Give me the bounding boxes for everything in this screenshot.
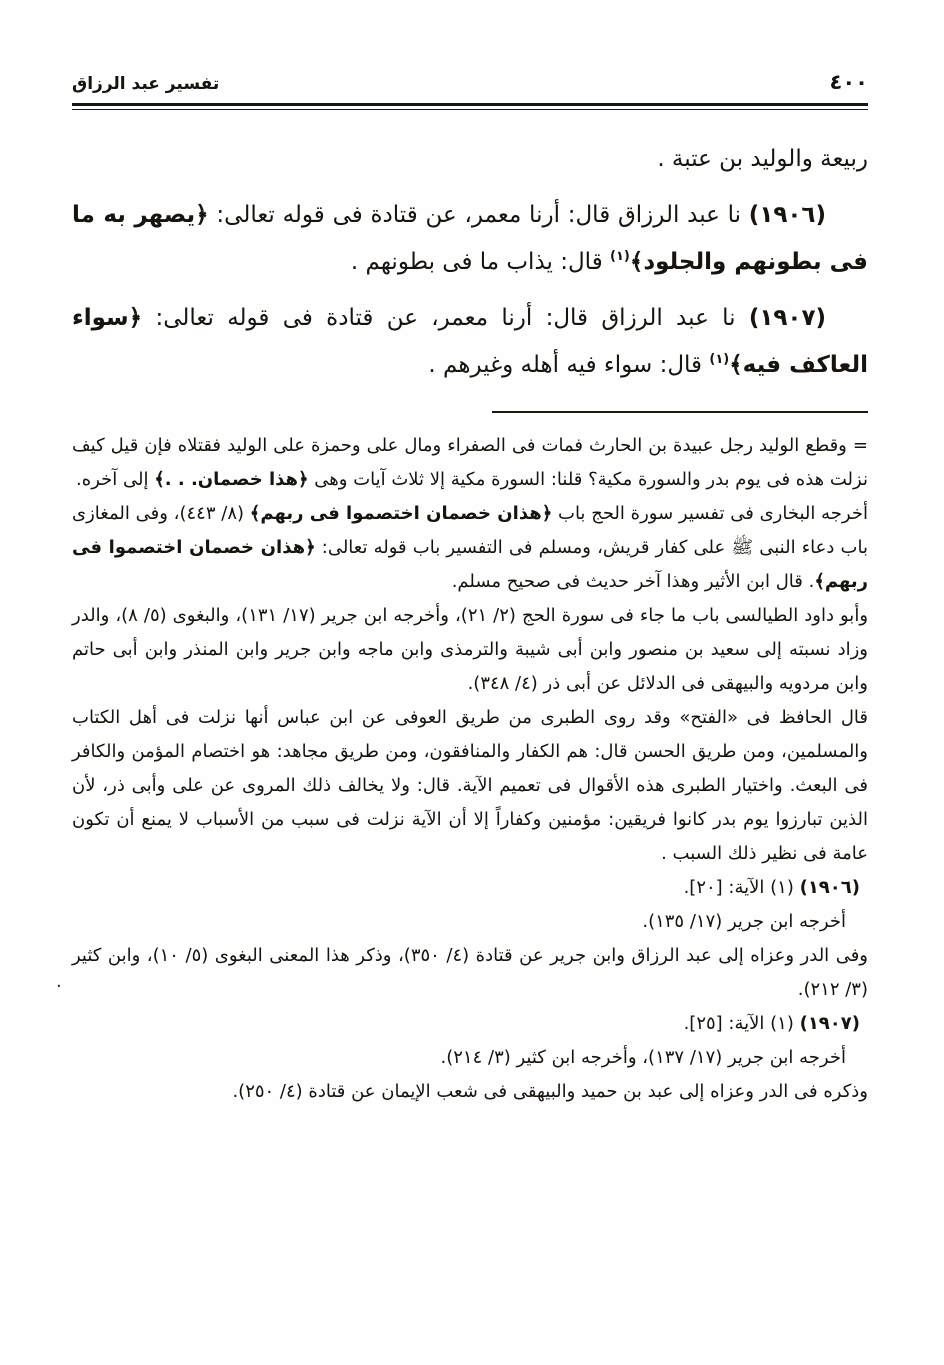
hadith-1906 [72, 192, 868, 286]
main-text [72, 136, 868, 389]
hadith-1906-isnad: نا عبد الرزاق قال: أرنا معمر، عن قتادة فى قوله تعالى: [208, 202, 749, 228]
footnote-1907-sources: أخرجه ابن جرير (١٧/ ١٣٧)، وأخرجه ابن كثير (٣/ ٢١٤). [440, 1047, 846, 1068]
footnote-bukhari-text: أخرجه البخارى فى تفسير سورة الحج باب [552, 503, 868, 524]
continuation-line: ربيعة والوليد بن عتبة . [657, 146, 868, 172]
running-title: تفسير عبد الرزاق [72, 74, 220, 94]
footnote-continuation-text: = وقطع الوليد رجل عبيدة بن الحارث فمات فى الصفراء ومال على وحمزة على الوليد فقتلاه فإن قيل كيف نزلت هذه فى يوم بدر والسورة مكية؟ قلنا: السورة مكية إلا ثلاث آيات وهى [72, 435, 868, 490]
header-double-rule [72, 103, 868, 110]
footnote-1906-ayah-text: (١) الآية: [٢٠]. [683, 877, 800, 898]
hadith-1906-footnote-ref: (١) [610, 249, 630, 264]
hadith-1907 [72, 295, 868, 389]
footnote-continuation-tail: إلى آخره. [76, 469, 155, 490]
footnote-1906-sources: أخرجه ابن جرير (١٧/ ١٣٥). [642, 911, 846, 932]
hadith-1906-number: (١٩٠٦) [748, 202, 826, 228]
footnote-tayalisi-takhrij: وأبو داود الطيالسى باب ما جاء فى سورة الحج (٢/ ٢١)، وأخرجه ابن جرير (١٧/ ١٣١)، والبغوى (٥/ ٨)، والدر وزاد نسبته إلى سعيد بن منصور وابن أبى شيبة والترمذى وابن ماجه وابن جرير وابن المنذر وابن أبى حاتم وابن مردويه والبيهقى فى الدلائل عن أبى ذر (٤/ ٣٤٨). [72, 605, 869, 694]
hadith-1907-quran-quote: ﴿سواء العاكف فيه﴾ [72, 305, 868, 378]
footnote-1907-ayah [72, 1007, 868, 1041]
hadith-1907-footnote-ref: (١) [709, 352, 730, 367]
footnote-1906-ayah [72, 871, 868, 905]
hadith-1907-number: (١٩٠٧) [748, 305, 826, 331]
margin-mark: · [56, 976, 62, 997]
footnote-1906-more-sources: وفى الدر وعزاه إلى عبد الرزاق وابن جرير عن قتادة (٤/ ٣٥٠)، وذكر هذا المعنى البغوى (٥/ ١٠)، وابن كثير (٣/ ٢١٢). [72, 945, 868, 1000]
footnote-1906-number: (١٩٠٦) [799, 877, 860, 898]
footnote-bukhari-middle: (٨/ ٤٤٣)، وفى المغازى باب دعاء النبى ﷺ على كفار قريش، ومسلم فى التفسير باب قوله تعالى: [72, 503, 868, 558]
footnote-1907-number: (١٩٠٧) [799, 1013, 860, 1034]
footnote-hafiz-comment: قال الحافظ فى «الفتح» وقد روى الطبرى من طريق العوفى عن ابن عباس أنها نزلت فى أهل الكتاب والمسلمين، ومن طريق الحسن قال: هم الكفار والمنافقون، ومن طريق مجاهد: هو اختصام المؤمن والكافر فى البعث. واختيار الطبرى هذه الأقوال فى تعميم الآية. قال: ولا يخالف ذلك المروى عن على وأبى ذر، لأن الذين تبارزوا يوم بدر كانوا فريقين: مؤمنين وكفاراً إلا أن الآية نزلت فى سبب من الأسباب لا يمنع أن تكون عامة فى نظير ذلك السبب . [72, 707, 868, 864]
footnote-bukhari-takhrij [72, 497, 868, 599]
footnote-1907-ayah-text: (١) الآية: [٢٥]. [683, 1013, 800, 1034]
footnote-bukhari-quran-quote-1: ﴿هذان خصمان اختصموا فى ربهم﴾ [249, 503, 553, 524]
hadith-1906-quran-quote: ﴿يصهر به ما فى بطونهم والجلود﴾ [72, 202, 868, 275]
page-number: ٤٠٠ [829, 70, 868, 94]
hadith-1907-comment: قال: سواء فيه أهله وغيرهم . [428, 352, 710, 378]
footnote-bukhari-quran-quote-2: ﴿هذان خصمان اختصموا فى ربهم﴾ [72, 537, 868, 592]
page-header [72, 70, 868, 94]
footnote-continuation [72, 429, 868, 497]
hadith-1906-comment: قال: يذاب ما فى بطونهم . [350, 249, 610, 275]
footnotes-section [72, 429, 868, 1109]
hadith-1907-isnad: نا عبد الرزاق قال: أرنا معمر، عن قتادة فى قوله تعالى: [142, 305, 749, 331]
footnote-separator [492, 411, 868, 413]
footnote-1907-more-sources: وذكره فى الدر وعزاه إلى عبد بن حميد والبيهقى فى شعب الإيمان عن قتادة (٤/ ٢٥٠). [232, 1081, 868, 1102]
footnote-continuation-quran-quote: ﴿هذا خصمان. . .﴾ [154, 469, 309, 490]
footnote-bukhari-tail: . قال ابن الأثير وهذا آخر حديث فى صحيح مسلم. [451, 571, 815, 592]
